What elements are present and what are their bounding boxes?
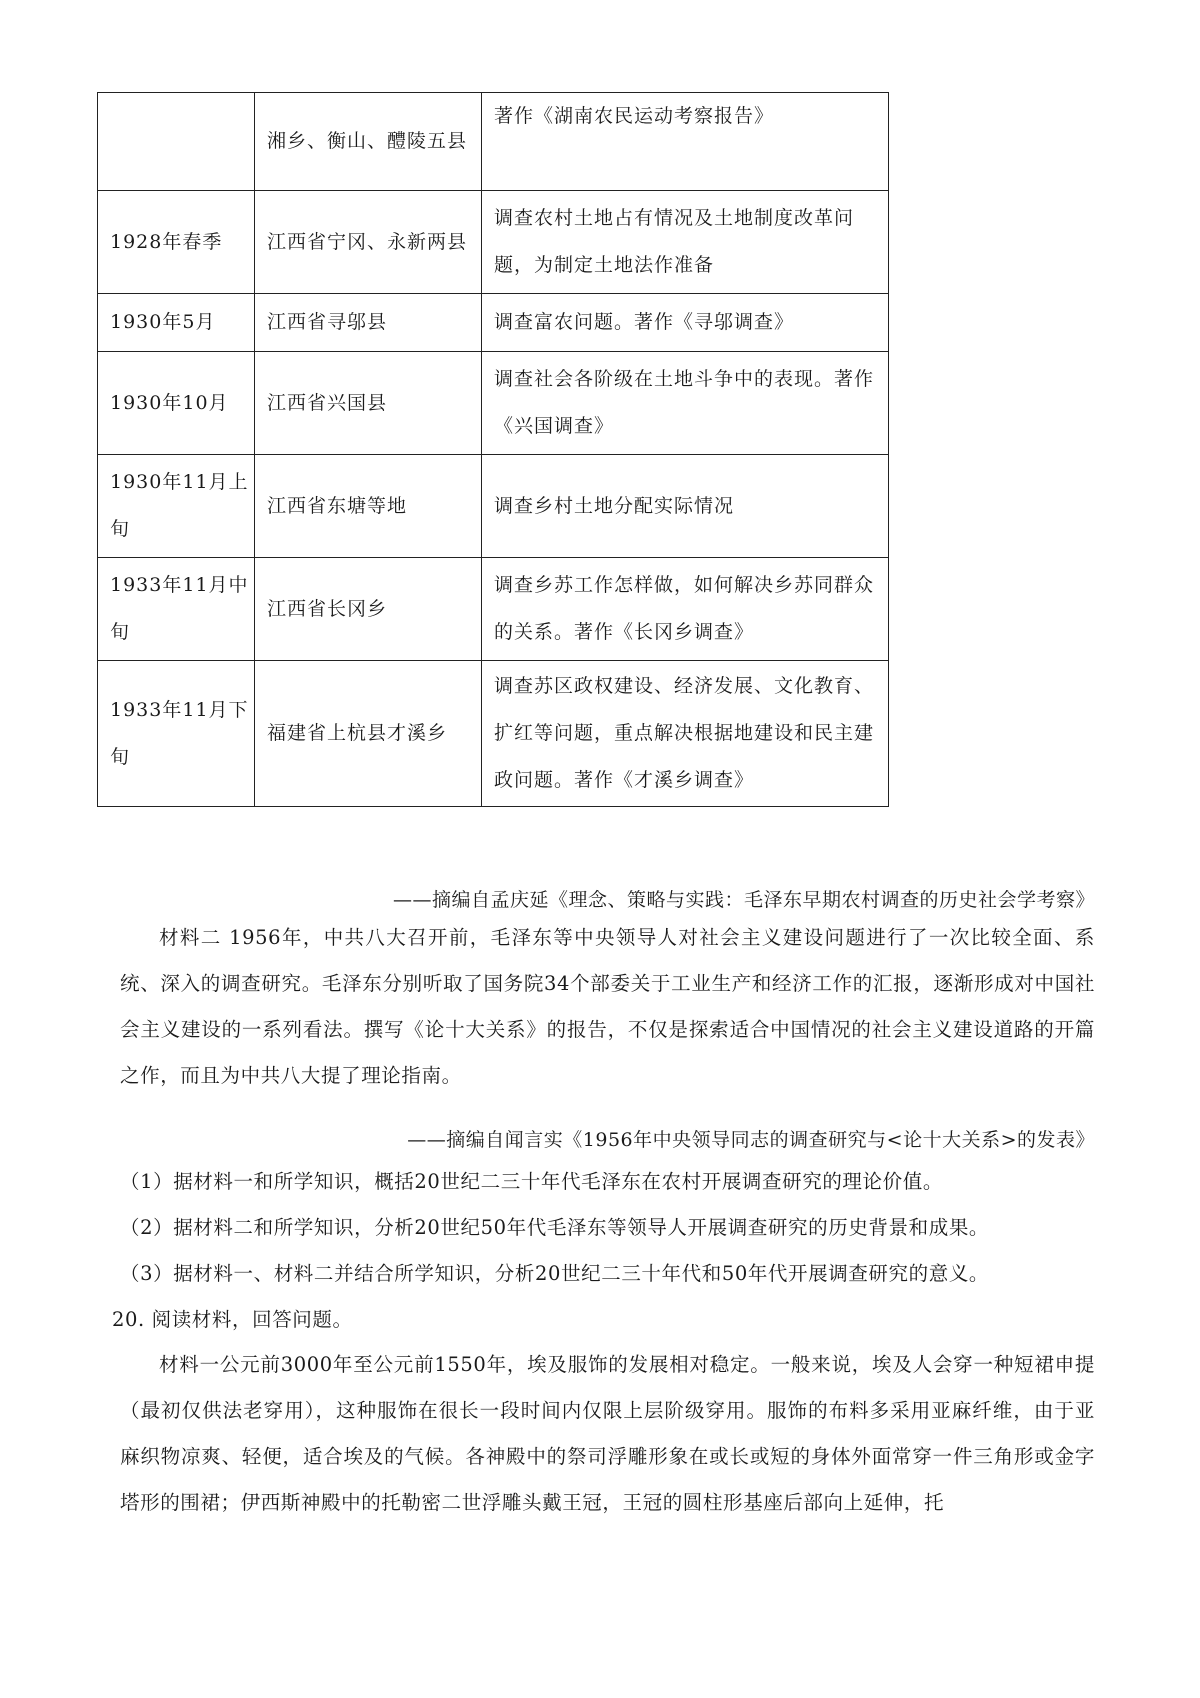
question-3: （3）据材料一、材料二并结合所学知识，分析20世纪二三十年代和50年代开展调查研究的意义。 [120,1262,990,1285]
source-citation-1: ——摘编自孟庆延《理念、策略与实践：毛泽东早期农村调查的历史社会学考察》 [392,889,1095,911]
time-cell: 1933年11月下旬 [98,661,255,807]
table-row [98,661,889,807]
place-cell: 江西省长冈乡 [255,558,482,661]
place-cell: 江西省兴国县 [255,352,482,455]
table-row [98,191,889,294]
content-cell: 调查苏区政权建设、经济发展、文化教育、扩红等问题，重点解决根据地建设和民主建政问题。著作《才溪乡调查》 [482,661,889,807]
place-cell: 湘乡、衡山、醴陵五县 [255,93,482,191]
table-row [98,294,889,352]
place-cell: 福建省上杭县才溪乡 [255,661,482,807]
material-2-paragraph: 材料二 1956年，中共八大召开前，毛泽东等中央领导人对社会主义建设问题进行了一次比较全面、系统、深入的调查研究。毛泽东分别听取了国务院34个部委关于工业生产和经济工作的汇报，逐渐形成对中国社会主义建设的一系列看法。撰写《论十大关系》的报告，不仅是探索适合中国情况的社会主义建设道路的开篇之作，而且为中共八大提了理论指南。 [120,926,1095,1087]
question-1: （1）据材料一和所学知识，概括20世纪二三十年代毛泽东在农村开展调查研究的理论价值。 [120,1170,943,1193]
time-cell: 1930年5月 [98,294,255,352]
table-row [98,558,889,661]
time-cell: 1933年11月中旬 [98,558,255,661]
table-row [98,352,889,455]
source-citation-2: ——摘编自闻言实《1956年中央领导同志的调查研究与<论十大关系>的发表》 [407,1129,1095,1151]
content-cell: 调查农村土地占有情况及土地制度改革问题，为制定土地法作准备 [482,191,889,294]
material-1-q20-paragraph: 材料一公元前3000年至公元前1550年，埃及服饰的发展相对稳定。一般来说，埃及人会穿一种短裙申提（最初仅供法老穿用），这种服饰在很长一段时间内仅限上层阶级穿用。服饰的布料多采用亚麻纤维，由于亚麻织物凉爽、轻便，适合埃及的气候。各神殿中的祭司浮雕形象在或长或短的身体外面常穿一件三角形或金字塔形的围裙；伊西斯神殿中的托勒密二世浮雕头戴王冠，王冠的圆柱形基座后部向上延伸，托 [120,1353,1095,1514]
content-cell: 著作《湖南农民运动考察报告》 [482,93,889,191]
question-2: （2）据材料二和所学知识，分析20世纪50年代毛泽东等领导人开展调查研究的历史背景和成果。 [120,1216,990,1239]
place-cell: 江西省寻邬县 [255,294,482,352]
place-cell: 江西省东塘等地 [255,455,482,558]
content-cell: 调查富农问题。著作《寻邬调查》 [482,294,889,352]
survey-table [97,92,889,807]
content-cell: 调查社会各阶级在土地斗争中的表现。著作《兴国调查》 [482,352,889,455]
time-cell [98,93,255,191]
time-cell: 1930年11月上旬 [98,455,255,558]
content-cell: 调查乡苏工作怎样做，如何解决乡苏同群众的关系。著作《长冈乡调查》 [482,558,889,661]
time-cell: 1930年10月 [98,352,255,455]
time-cell: 1928年春季 [98,191,255,294]
question-20-heading: 20. 阅读材料，回答问题。 [112,1308,353,1331]
table-row [98,455,889,558]
place-cell: 江西省宁冈、永新两县 [255,191,482,294]
table-row [98,93,889,191]
content-cell: 调查乡村土地分配实际情况 [482,455,889,558]
